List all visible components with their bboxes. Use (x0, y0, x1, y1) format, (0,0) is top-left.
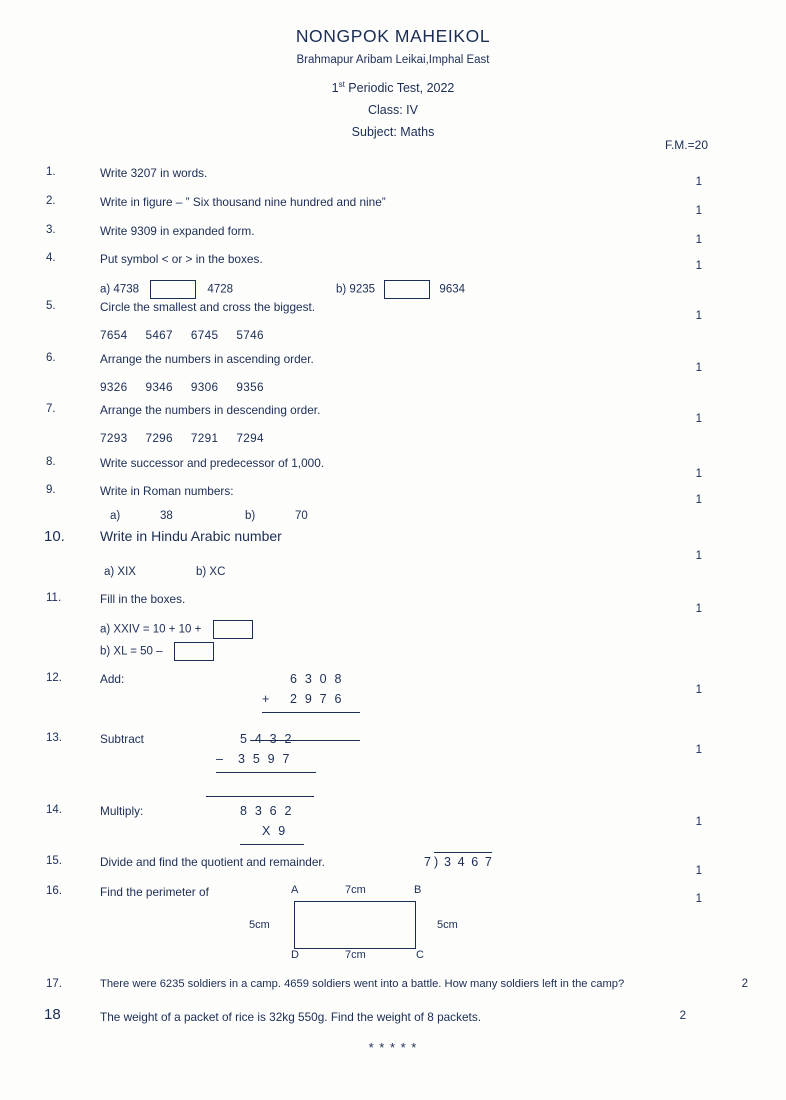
number-item: 9306 (190, 380, 219, 394)
question-number: 12. (46, 672, 62, 684)
question-5-numbers (100, 328, 282, 342)
question-text: Circle the smallest and cross the biggest. (100, 300, 316, 314)
perimeter-rectangle (294, 901, 416, 949)
add-operator: + (262, 692, 272, 706)
number-item: 7291 (190, 431, 219, 445)
question-mark: 1 (695, 310, 702, 322)
answer-box-4b[interactable] (384, 280, 430, 299)
question-text: Subtract (100, 732, 144, 746)
number-item: 7654 (100, 328, 128, 342)
question-mark: 1 (695, 816, 702, 828)
test-ordinal: 1 (331, 81, 339, 96)
full-marks: F.M.=20 (664, 138, 708, 152)
question-11-part-b (100, 642, 214, 661)
addend-top: 6 3 0 8 (290, 672, 344, 686)
multiplier: X 9 (262, 824, 288, 838)
question-text: Write successor and predecessor of 1,000. (100, 456, 325, 470)
calc-rule-top (262, 712, 360, 713)
school-address: Brahmapur Aribam Leikai,Imphal East (296, 54, 490, 66)
question-text: Multiply: (100, 804, 144, 818)
question-text: Arrange the numbers in descending order. (100, 403, 321, 417)
answer-box-11a[interactable] (213, 620, 253, 639)
question-mark: 1 (695, 865, 702, 877)
question-text: Write in Roman numbers: (100, 484, 234, 498)
part-a-label: a) 4738 (100, 283, 140, 296)
paper-header (0, 0, 786, 139)
question-text: Divide and find the quotient and remainder. (100, 855, 325, 869)
question-mark: 1 (695, 468, 702, 480)
figure-corner-c: C (416, 949, 424, 961)
question-mark: 1 (695, 205, 702, 217)
figure-corner-a: A (291, 884, 299, 896)
question-9-part-a-label: a) (110, 510, 121, 522)
test-ordinal-suffix: st (338, 80, 345, 89)
question-number: 15. (46, 855, 62, 867)
test-title-rest: Periodic Test, 2022 (344, 81, 455, 96)
question-9-part-a-value: 38 (160, 510, 173, 522)
division-bracket: ) (434, 855, 440, 869)
number-item: 5746 (236, 328, 264, 342)
question-text: Put symbol < or > in the boxes. (100, 252, 263, 266)
part-a-text: a) XXIV = 10 + 10 + (100, 623, 202, 636)
test-title (0, 80, 786, 95)
number-item: 9346 (145, 380, 173, 394)
figure-right-side: 5cm (437, 919, 458, 931)
answer-box-4a[interactable] (150, 280, 196, 299)
question-text: There were 6235 soldiers in a camp. 4659 soldiers went into a battle. How many soldiers left in the camp? (100, 978, 625, 990)
question-mark: 1 (695, 893, 702, 905)
question-mark: 1 (695, 603, 702, 615)
question-number: 11. (46, 592, 62, 604)
part-a-value: 4728 (207, 283, 234, 296)
question-text: Fill in the boxes. (100, 592, 186, 606)
part-b-value: 9634 (439, 283, 466, 296)
question-mark: 1 (695, 362, 702, 374)
question-text: Find the perimeter of (100, 885, 209, 899)
number-item: 5467 (145, 328, 173, 342)
part-b-label: b) 9235 (336, 283, 376, 296)
question-number: 8. (46, 456, 56, 468)
subtrahend: 3 5 9 7 (238, 752, 292, 766)
figure-corner-d: D (291, 949, 299, 961)
number-item: 9326 (100, 380, 128, 394)
question-number: 18 (44, 1006, 61, 1023)
question-mark: 1 (695, 550, 702, 562)
question-mark: 1 (695, 413, 702, 425)
subtract-operator: – (216, 752, 226, 766)
question-text: Write 3207 in words. (100, 166, 208, 180)
question-mark: 2 (679, 1010, 686, 1022)
question-number: 1. (46, 166, 56, 178)
question-6-numbers (100, 380, 282, 394)
question-mark: 1 (695, 176, 702, 188)
question-number: 6. (46, 352, 56, 364)
question-4-part-b (336, 280, 465, 299)
question-10-part-b: b) XC (196, 566, 226, 578)
question-number: 2. (46, 195, 56, 207)
question-7-numbers (100, 431, 282, 445)
calc-rule-bottom (206, 796, 314, 797)
calc-rule-top (216, 772, 316, 773)
question-text: Arrange the numbers in ascending order. (100, 352, 314, 366)
minuend: 5 4 3 2 (240, 732, 294, 746)
question-number: 3. (46, 224, 56, 236)
school-name: NONGPOK MAHEIKOL (295, 26, 491, 46)
question-text: Write in Hindu Arabic number (100, 528, 282, 544)
question-number: 5. (46, 300, 56, 312)
question-9-part-b-label: b) (245, 510, 256, 522)
number-item: 6745 (190, 328, 219, 342)
question-9-part-b-value: 70 (295, 510, 308, 522)
question-11-part-a (100, 620, 253, 639)
question-number: 13. (46, 732, 62, 744)
question-mark: 1 (695, 684, 702, 696)
question-text: Add: (100, 672, 125, 686)
question-number: 9. (46, 484, 56, 496)
answer-box-11b[interactable] (174, 642, 214, 661)
class-line: Class: IV (367, 103, 418, 118)
question-number: 7. (46, 403, 56, 415)
question-number: 4. (46, 252, 56, 264)
question-mark: 1 (695, 260, 702, 272)
number-item: 9356 (236, 380, 264, 394)
question-number: 10. (44, 528, 65, 545)
number-item: 7296 (145, 431, 173, 445)
question-mark: 1 (695, 744, 702, 756)
question-mark: 2 (741, 978, 748, 990)
addend-bottom: 2 9 7 6 (290, 692, 344, 706)
calc-rule-top (240, 844, 304, 845)
number-item: 7293 (100, 431, 128, 445)
figure-top-side: 7cm (345, 884, 366, 896)
subject-line: Subject: Maths (351, 125, 435, 140)
figure-corner-b: B (414, 884, 422, 896)
figure-left-side: 5cm (249, 919, 270, 931)
question-mark: 1 (695, 234, 702, 246)
question-10-part-a: a) XIX (104, 566, 136, 578)
question-text: The weight of a packet of rice is 32kg 550g. Find the weight of 8 packets. (100, 1010, 481, 1024)
question-4-part-a (100, 280, 233, 299)
part-b-text: b) XL = 50 – (100, 645, 163, 658)
dividend: 3 4 6 7 (444, 855, 494, 869)
question-mark: 1 (695, 494, 702, 506)
divisor: 7 (424, 855, 433, 869)
number-item: 7294 (236, 431, 264, 445)
division-bar (434, 852, 492, 853)
question-text: Write in figure – ” Six thousand nine hundred and nine” (100, 195, 386, 209)
question-number: 16. (46, 885, 62, 897)
question-text: Write 9309 in expanded form. (100, 224, 255, 238)
question-number: 14. (46, 804, 62, 816)
multiplicand: 8 3 6 2 (240, 804, 294, 818)
figure-bottom-side: 7cm (345, 949, 366, 961)
footer-stars: * * * * * (368, 1040, 418, 1055)
question-number: 17. (46, 978, 62, 990)
